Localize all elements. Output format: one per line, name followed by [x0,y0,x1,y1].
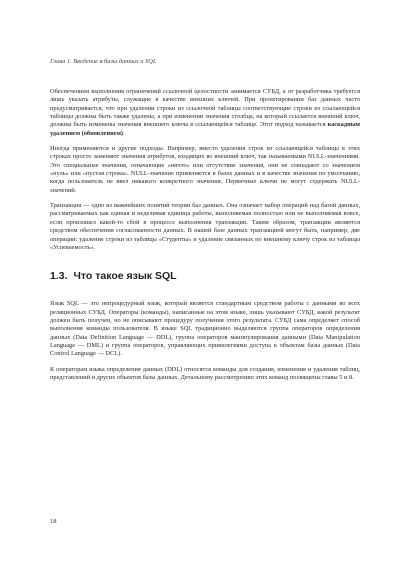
bold-term: каскадным удалением (обновлением) [50,121,360,137]
section-heading [50,270,360,282]
section-title: Что такое язык SQL [73,270,177,283]
paragraph-transactions: Транзакция — одно из важнейших понятий теории баз данных. Она означает набор операций над базой данных, рассматриваемых как единая и неделимая единица работы, выполняемая полностью или не выполняемая вовсе, если произошел какой-то сбой в процессе выполнения транзакции. Таким образом, транзакции являются средством обеспечения согласованности данных. В нашей базе данных транзакцией могут быть, например, две операции: удаление строки из таблицы «Студенты» и удаление связанных по внешнему ключу строк из таблицы «Успеваемость». [50,202,360,251]
section-number: 1.3. [50,270,68,283]
paragraph-referential-integrity [50,88,360,138]
paragraph-sql-intro: Язык SQL — это непроцедурный язык, который является стандартным средством работы с данными во всех реляционных СУБД. Операторы (команды), написанные на этом языке, лишь указывают СУБД, какой результат должен быть получен, но не описывают процедуру получения этого результата. СУБД сама определяет способ выполнения команды пользователя. В языке SQL традиционно выделяются группа операторов определения данных (Data Definition Language — DDL), группа операторов манипулирования данными (Data Manipulation Language — DML) и группа операторов, управляющих привилегиями доступа к объектам базы данных (Data Control Language — DCL). [50,300,360,358]
paragraph-ddl: К операторам языка определения данных (DDL) относятся команды для создания, изменения и удаления таблиц, представлений и других объектов базы данных. Детальному рассмотрению этих команд посвящены главы 5 и 8. [50,365,360,381]
paragraph-null-values: Иногда применяются и другие подходы. Например, вместо удаления строк из ссылающейся таблицы в этих строках просто заменяют значения атрибутов, входящих во внешний ключ, так называемыми NULL-значениями. Это специальные значения, означающие «ничто» или отсутствие значения, они не совпадают со значением «нуль» или «пустая строка». NULL-значение применяется в базах данных и в качестве значения по умолчанию, когда пользователь не ввел никакого конкретного значения. Первичные ключи не могут содержать NULL-значений. [50,145,360,194]
page-body [50,58,360,389]
running-head: Глава 1. Введение в базы данных и SQL [50,58,157,65]
paragraph-tail: . [123,129,125,137]
paragraph-text: Обеспечением выполнения ограничений ссылочной целостности занимается СУБД, а от разработчика требуется лишь указать атрибуты, служащие в качестве внешних ключей. При проектировании баз данных часто предусматривается, что при удалении строки из ссылочной таблицы соответствующие строки из ссылающейся таблицы должны быть также удалены, а при изменении значения столбца, на который ссылается внешний ключ, должны быть изменены значения внешнего ключа в ссылающейся таблице. Этот подход называется [50,88,360,129]
page-number: 18 [50,518,57,525]
